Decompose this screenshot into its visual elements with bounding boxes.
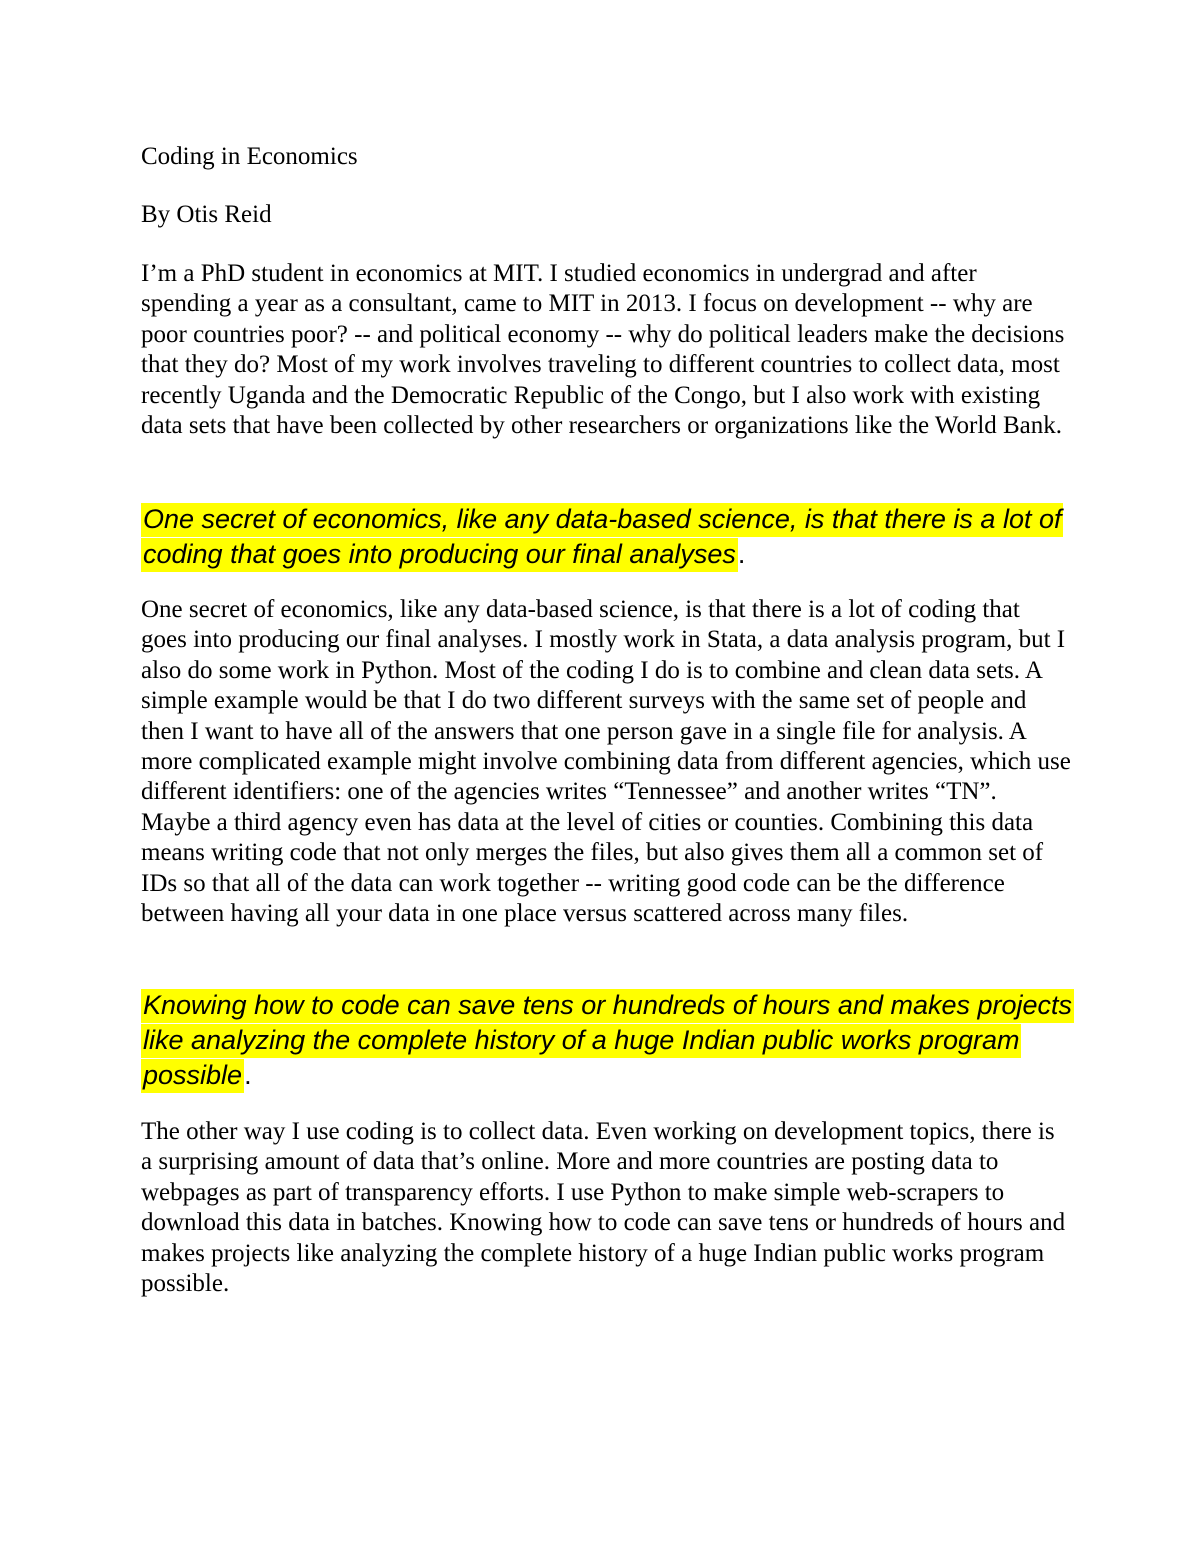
- pull-quote-1-period: .: [737, 539, 746, 569]
- pull-quote-2-highlight: Knowing how to code can save tens or hundreds of hours and makes projects like analyzing the complete history of a huge Indian public works program possible: [141, 989, 1074, 1093]
- body-paragraph-2: One secret of economics, like any data-based science, is that there is a lot of coding that goes into producing our final analyses. I mostly work in Stata, a data analysis program, but I also do some work in Python. Most of the coding I do is to combine and clean data sets. A simple example would be that I do two different surveys with the same set of people and then I want to have all of the answers that one person gave in a single file for analysis. A more complicated example might involve combining data from different agencies, which use different identifiers: one of the agencies writes “Tennessee” and another writes “TN”. Maybe a third agency even has data at the level of cities or counties. Combining this data means writing code that not only merges the files, but also gives them all a common set of IDs so that all of the data can work together -- writing good code can be the difference between having all your data in one place versus scattered across many files.: [141, 596, 1071, 928]
- body-paragraph-1: I’m a PhD student in economics at MIT. I studied economics in undergrad and after spending a year as a consultant, came to MIT in 2013. I focus on development -- why are poor countries poor? -- and political economy -- why do political leaders make the decisions that they do? Most of my work involves traveling to different countries to collect data, most recently Uganda and the Democratic Republic of the Congo, but I also work with existing data sets that have been collected by other researchers or organizations like the World Bank.: [141, 260, 1065, 440]
- pull-quote-2: [141, 988, 1076, 1093]
- pull-quote-1: [141, 502, 1076, 572]
- body-paragraph-3: The other way I use coding is to collect data. Even working on development topics, there is a surprising amount of data that’s online. More and more countries are posting data to webpages as part of transparency efforts. I use Python to make simple web-scrapers to download this data in batches. Knowing how to code can save tens or hundreds of hours and makes projects like analyzing the complete history of a huge Indian public works program possible.: [141, 1118, 1066, 1298]
- pull-quote-2-period: .: [244, 1060, 252, 1090]
- document-title: Coding in Economics: [141, 143, 358, 170]
- pull-quote-1-highlight: One secret of economics, like any data-based science, is that there is a lot of coding that goes into producing our final analyses: [141, 503, 1063, 572]
- author-byline: By Otis Reid: [141, 201, 272, 228]
